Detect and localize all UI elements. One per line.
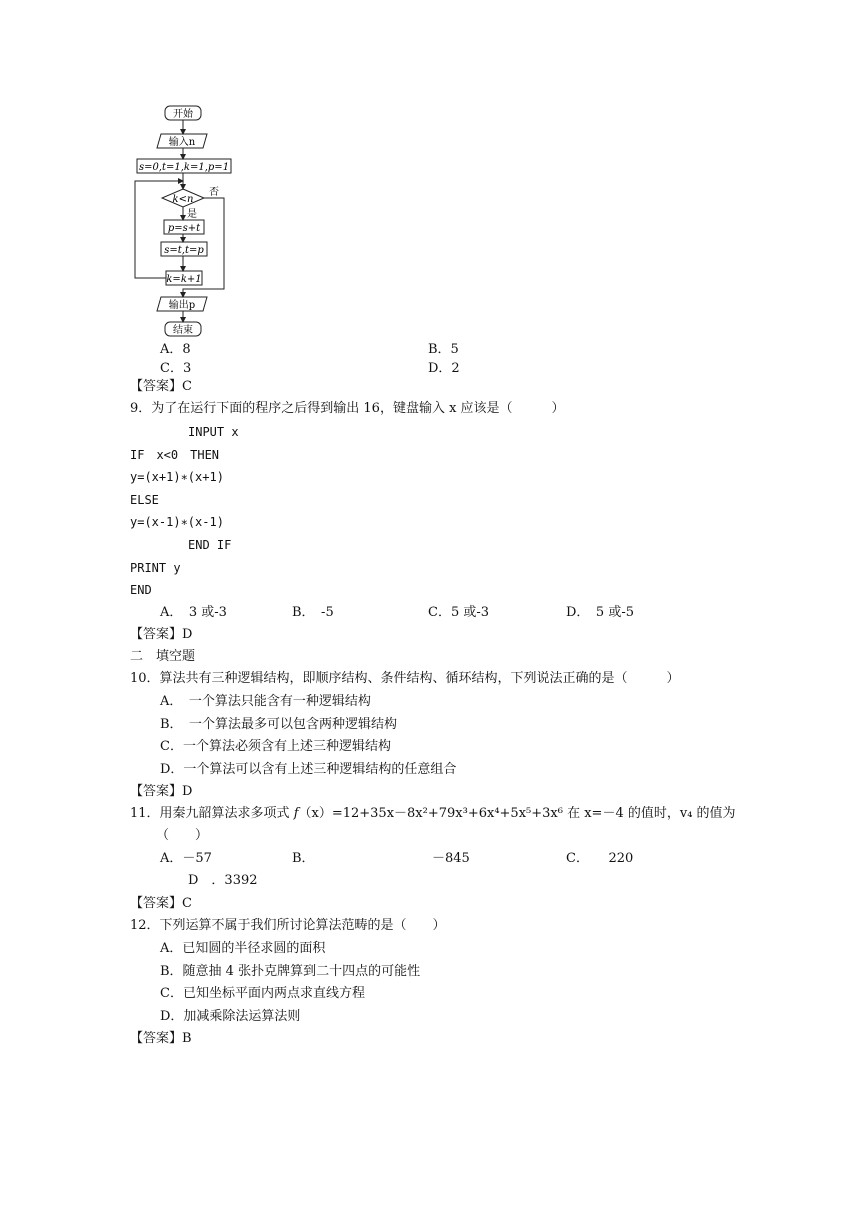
q9-code-line: ELSE	[130, 493, 159, 507]
q9-stem: 9．为了在运行下面的程序之后得到输出 16，键盘输入 x 应该是（ ）	[130, 401, 565, 416]
q8-option-b: B．5	[428, 342, 459, 357]
flow-cond-label: k<n	[172, 194, 194, 205]
q10-option-c: C．一个算法必须含有上述三种逻辑结构	[160, 739, 391, 754]
q10-answer: 【答案】D	[130, 784, 193, 799]
q9-code-line: INPUT x	[188, 425, 239, 439]
q8-answer: 【答案】C	[130, 379, 192, 394]
q8-option-d: D．2	[428, 361, 460, 376]
q9-code-line: y=(x+1)∗(x+1)	[130, 470, 224, 484]
q12-option-d: D．加减乘除法运算法则	[160, 1009, 301, 1024]
q9-code-line: PRINT y	[130, 561, 181, 575]
q12-option-b: B．随意抽 4 张扑克牌算到二十四点的可能性	[160, 964, 421, 979]
q9-code-line: y=(x-1)∗(x-1)	[130, 515, 224, 529]
q9-option-d: D． 5 或-5	[566, 605, 634, 620]
flow-end-label: 结束	[173, 325, 193, 336]
q12-answer: 【答案】B	[130, 1031, 192, 1046]
q12-stem: 12．下列运算不属于我们所讨论算法范畴的是（ ）	[130, 918, 446, 933]
q8-option-a: A．8	[160, 342, 191, 357]
flow-no-label: 否	[209, 187, 219, 198]
flow-step2-label: s=t,t=p	[164, 245, 204, 256]
q10-stem: 10．算法共有三种逻辑结构，即顺序结构、条件结构、循环结构，下列说法正确的是（ ）	[130, 671, 680, 686]
q9-code-line: END	[130, 583, 152, 597]
q11-function-name: f	[293, 806, 299, 821]
q11-stem	[130, 806, 736, 822]
q12-option-a: A．已知圆的半径求圆的面积	[160, 941, 326, 956]
q11-option-c: C． 220	[566, 851, 634, 866]
q9-code-line: END IF	[188, 538, 232, 552]
q12-option-c: C．已知坐标平面内两点求直线方程	[160, 986, 365, 1001]
q10-option-b: B． 一个算法最多可以包含两种逻辑结构	[160, 717, 398, 732]
flow-step3-label: k=k+1	[166, 274, 202, 285]
q11-option-b: B．	[292, 851, 315, 866]
q11-polynomial: （x）=12+35x－8x²+79x³+6x⁴+5x⁵+3x⁶	[298, 806, 563, 821]
q10-option-d: D．一个算法可以含有上述三种逻辑结构的任意组合	[160, 762, 457, 777]
q11-option-d: D ．3392	[188, 873, 258, 888]
q9-option-b: B． -5	[292, 605, 334, 620]
q11-answer: 【答案】C	[130, 896, 192, 911]
flow-input-label: 输入n	[168, 137, 196, 148]
q9-code-line: IF x<0 THEN	[130, 448, 220, 462]
q9-option-c: C．5 或-3	[428, 605, 490, 620]
q11-option-b-value: －845	[432, 851, 470, 866]
flow-step1-label: p=s+t	[167, 223, 201, 234]
section-heading: 二 填空题	[130, 649, 196, 664]
flow-start-label: 开始	[173, 109, 193, 120]
q9-answer: 【答案】D	[130, 627, 193, 642]
q11-paren: （ ）	[156, 828, 209, 843]
q9-option-a: A． 3 或-3	[160, 605, 227, 620]
flow-init-label: s=0,t=1,k=1,p=1	[138, 162, 230, 173]
q11-option-a: A．－57	[160, 851, 212, 866]
q10-option-a: A． 一个算法只能含有一种逻辑结构	[160, 694, 371, 709]
flow-yes-label: 是	[187, 209, 197, 220]
q8-option-c: C．3	[160, 361, 192, 376]
q11-stem-suffix: 在 x=－4 的值时，v₄ 的值为	[562, 806, 736, 821]
flow-output-label: 输出p	[168, 300, 196, 311]
flowchart	[128, 100, 238, 342]
q11-stem-prefix: 11．用秦九韶算法求多项式	[130, 806, 294, 821]
